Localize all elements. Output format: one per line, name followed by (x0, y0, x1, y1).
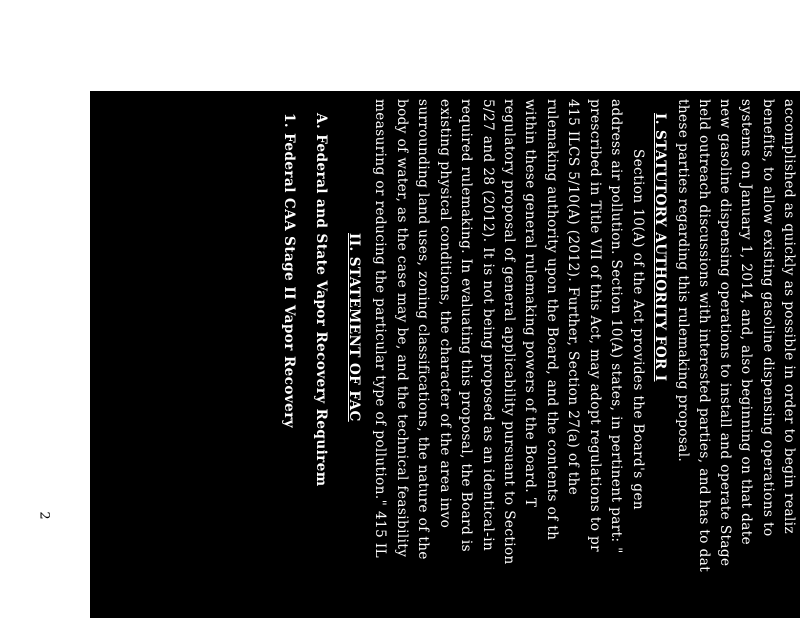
subsection-heading: A. Federal and State Vapor Recovery Requirem (313, 113, 329, 487)
paragraph-line: address air pollution. Section 10(A) states, in pertinent part: " (608, 99, 624, 554)
paragraph-line: 415 ILCS 5/10(A) (2012). Further, Section 27(a) of the (565, 99, 581, 496)
paragraph-line: surrounding land uses, zoning classifications, the nature of the (415, 99, 431, 560)
paragraph-line: within these general rulemaking powers of the Board. T (522, 99, 538, 508)
rotated-document-text (90, 91, 800, 618)
paragraph-line: benefits, to allow existing gasoline dispensing operations to (760, 99, 776, 537)
paragraph-line: body of water, as the case may be, and the technical feasibility (394, 99, 410, 558)
section-heading: I. STATUTORY AUTHORITY FOR I (652, 113, 668, 382)
paragraph-line: held outreach discussions with interested parties, and has to dat (696, 99, 712, 573)
paragraph-line: systems on January 1, 2014, and, also beginning on that date (738, 99, 754, 546)
paragraph-line: Section 10(A) of the Act provides the Board's gen (630, 149, 646, 511)
paragraph-line: prescribed in Title VII of this Act, may adopt regulations to pr (587, 99, 603, 553)
paragraph-line: these parties regarding this rulemaking proposal. (675, 99, 691, 463)
paragraph-line: regulatory proposal of general applicability pursuant to Section (501, 99, 517, 565)
paragraph-line: measuring or reducing the particular type of pollution." 415 IL (372, 99, 388, 559)
paragraph-line: existing physical conditions, the character of the area invo (437, 99, 453, 529)
page-number: 2 (36, 511, 52, 520)
section-heading: II. STATEMENT OF FAC (346, 233, 362, 422)
paragraph-line: rulemaking authority upon the Board, and the contents of th (544, 99, 560, 541)
subsection-heading: 1. Federal CAA Stage II Vapor Recovery (281, 113, 297, 429)
paragraph-line: required rulemaking. In evaluating this proposal, the Board is (458, 99, 474, 553)
paragraph-line: new gasoline dispensing operations to install and operate Stage (717, 99, 733, 567)
scanned-page (90, 91, 800, 618)
paragraph-line: accomplished as quickly as possible in order to begin realiz (781, 99, 797, 535)
paragraph-line: 5/27 and 28 (2012). It is not being proposed as an identical-in (480, 99, 496, 552)
